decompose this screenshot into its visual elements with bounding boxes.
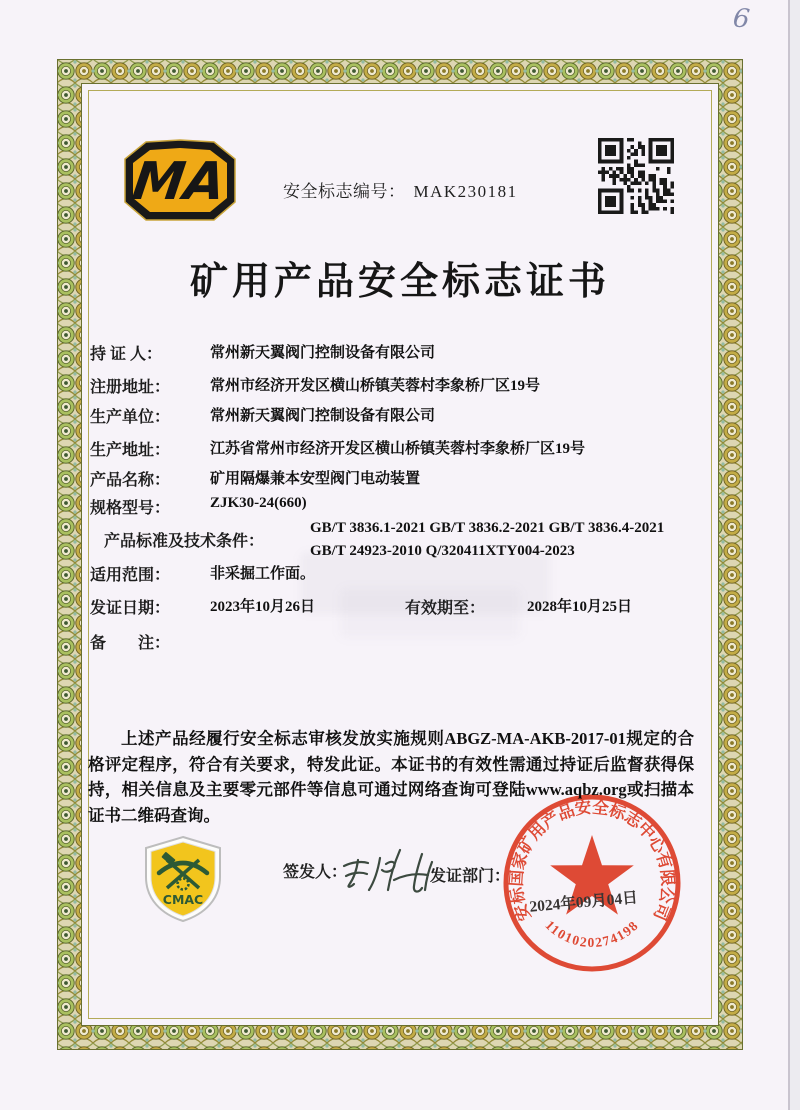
field-label-registered-address: 注册地址： [90, 379, 171, 396]
ma-logo-text: MA [128, 152, 230, 212]
field-value-production-address: 江苏省常州市经济开发区横山桥镇芙蓉村李象桥厂区19号 [210, 441, 586, 457]
cmac-logo-text: CMAC [162, 892, 204, 907]
seal-number: 1101020274198 [542, 917, 642, 950]
field-label-model: 规格型号： [90, 500, 171, 517]
field-label-remarks: 备 注： [90, 635, 171, 652]
cmac-shield-logo [142, 835, 224, 923]
field-label-product-name: 产品名称： [90, 472, 171, 489]
field-value-manufacturer: 常州新天翼阀门控制设备有限公司 [210, 408, 436, 424]
certificate-number-label: 安全标志编号： [283, 182, 406, 201]
field-label-manufacturer: 生产单位： [90, 409, 171, 426]
field-value-issue-date: 2023年10月26日 [210, 599, 316, 615]
signer-label: 签发人： [283, 864, 348, 881]
field-value-model: ZJK30-24(660) [210, 495, 307, 511]
field-label-scope: 适用范围： [90, 567, 171, 584]
field-value-holder: 常州新天翼阀门控制设备有限公司 [210, 345, 436, 361]
handwritten-page-number: 6 [731, 3, 752, 35]
ma-safety-mark-logo [117, 139, 243, 223]
certificate-number-line [283, 177, 518, 202]
field-label-holder: 持 证 人： [90, 346, 163, 363]
field-label-issue-date: 发证日期： [90, 600, 171, 617]
certificate-number-value: MAK230181 [413, 182, 518, 201]
field-label-valid-until: 有效期至： [405, 600, 486, 617]
field-value-standards: GB/T 3836.1-2021 GB/T 3836.2-2021 GB/T 3836.4-2021 GB/T 24923-2010 Q/320411XTY004-2023 [310, 520, 665, 559]
seal-org-name: 安标国家矿用产品安全标志中心有限公司 [506, 797, 678, 924]
field-value-registered-address: 常州市经济开发区横山桥镇芙蓉村李象桥厂区19号 [210, 378, 541, 394]
field-value-product-name: 矿用隔爆兼本安型阀门电动装置 [210, 471, 421, 487]
field-label-standards: 产品标准及技术条件： [104, 533, 265, 550]
paper-edge [788, 0, 800, 1110]
issuing-department-label: 发证部门： [430, 868, 511, 885]
declaration-paragraph: 上述产品经履行安全标志审核发放实施规则ABGZ-MA-AKB-2017-01规定的合格评定程序，符合有关要求，特发此证。本证书的有效性需通过持证后监督获得保持，相关信息及主要零元部件等信息可通过网络查询可登陆www.aqbz.org或扫描本证书二维码查询。 [88, 729, 694, 825]
field-value-scope: 非采掘工作面。 [210, 566, 316, 582]
seal-date: 2024年09月04日 [528, 889, 639, 916]
page-title: 矿用产品安全标志证书 [189, 261, 610, 303]
field-label-production-address: 生产地址： [90, 442, 171, 459]
field-value-valid-until: 2028年10月25日 [527, 599, 633, 615]
official-red-seal [497, 788, 687, 978]
svg-text:1101020274198 [542, 917, 641, 950]
scan-bleed-artifact [340, 588, 520, 638]
qr-code [597, 138, 675, 214]
